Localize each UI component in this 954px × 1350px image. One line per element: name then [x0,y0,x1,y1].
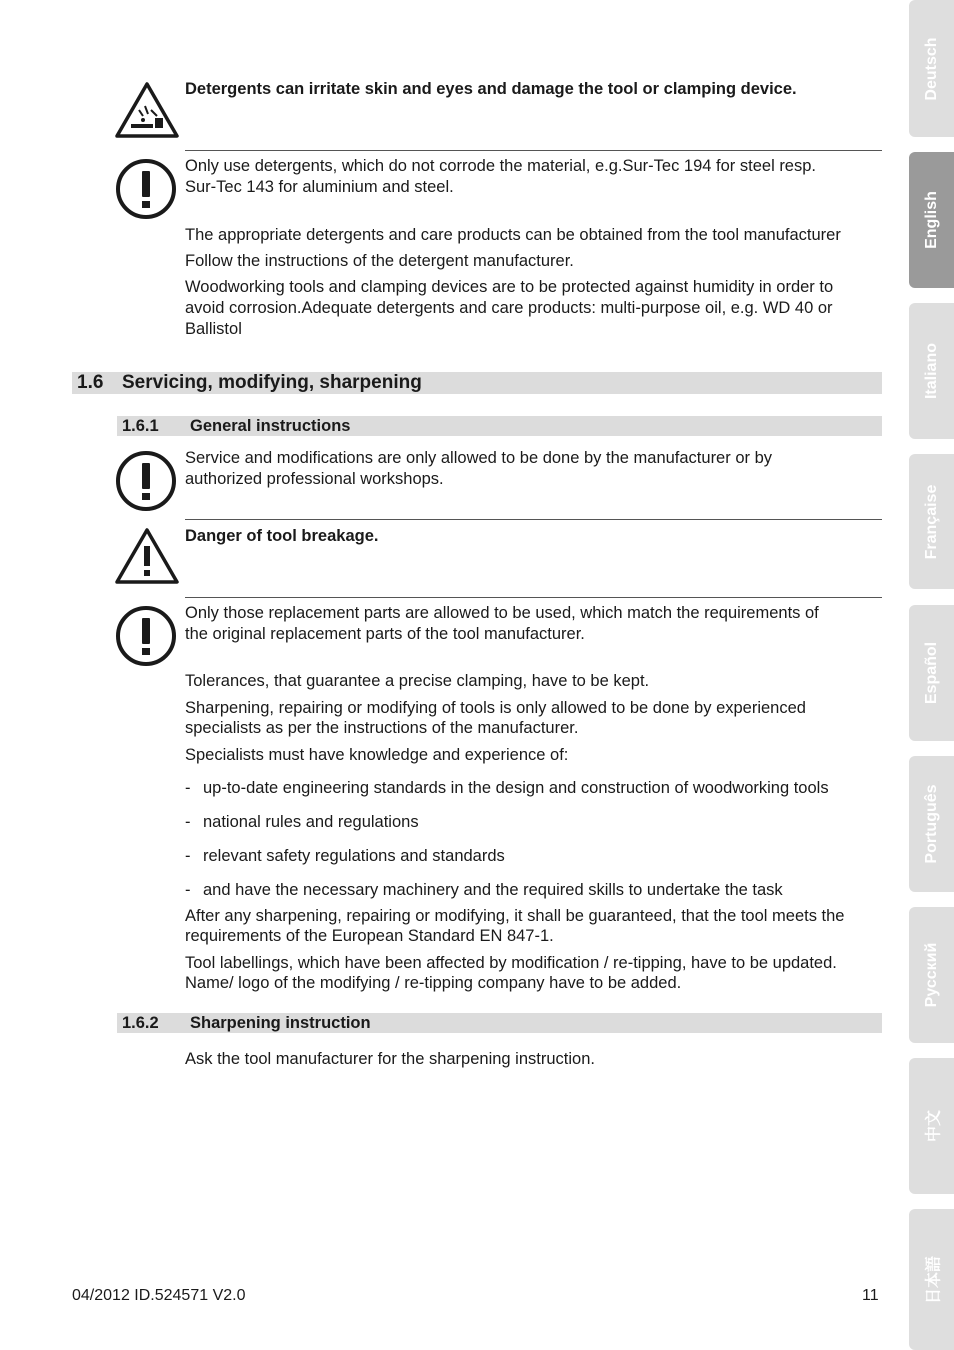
chemical-hazard-icon [115,80,179,144]
warning-triangle-icon [115,526,179,590]
after-text-line2: requirements of the European Standard EN 847-1. [185,927,554,945]
paragraph-wood-line3: Ballistol [185,320,242,338]
detergent-note-line1: Only use detergents, which do not corrode the material, e.g.Sur-Tec 194 for steel resp. [185,157,816,175]
specialists-text: Specialists must have knowledge and experience of: [185,746,569,764]
bullet-text: up-to-date engineering standards in the design and construction of woodworking tools [203,779,829,797]
footer-doc-id: 04/2012 ID.524571 V2.0 [72,1287,246,1304]
subsection-number: 1.6.1 [122,417,159,435]
detergent-warning-text: Detergents can irritate skin and eyes and damage the tool or clamping device. [185,80,797,98]
footer-page-number: 11 [862,1287,879,1304]
sharpening-instruction-text: Ask the tool manufacturer for the sharpening instruction. [185,1050,595,1068]
tab-italiano[interactable] [909,303,954,439]
tab-russian[interactable] [909,907,954,1043]
subsection-heading [117,416,882,436]
bullet-dash: - [185,881,191,899]
sharpening-text-line2: specialists as per the instructions of the manufacturer. [185,719,579,737]
tab-label: Française [922,484,940,559]
bullet-text: relevant safety regulations and standards [203,847,505,865]
divider [185,597,882,598]
bullet-text: national rules and regulations [203,813,419,831]
exclamation-icon [114,157,178,221]
after-text-line1: After any sharpening, repairing or modifying, it shall be guaranteed, that the tool meets the [185,907,845,925]
service-note-line1: Service and modifications are only allowed to be done by the manufacturer or by [185,449,772,467]
labels-text-line2: Name/ logo of the modifying / re-tipping company have to be added. [185,974,682,992]
tab-portugues[interactable] [909,756,954,892]
tab-deutsch[interactable] [909,0,954,137]
parts-note-line2: the original replacement parts of the tool manufacturer. [185,625,585,643]
paragraph-wood-line1: Woodworking tools and clamping devices are to be protected against humidity in order to [185,278,834,296]
subsection-title: General instructions [190,417,351,435]
paragraph-follow: Follow the instructions of the detergent manufacturer. [185,252,574,270]
tab-japanese[interactable] [909,1209,954,1350]
tab-label: Português [922,784,940,864]
paragraph-wood-line2: avoid corrosion.Adequate detergents and care products: multi-purpose oil, e.g. WD 40 or [185,299,833,317]
tab-label: Español [922,641,940,705]
divider [185,150,882,151]
tool-breakage-warning-text: Danger of tool breakage. [185,527,379,545]
exclamation-icon [114,604,178,668]
parts-note-line1: Only those replacement parts are allowed to be used, which match the requirements of [185,604,819,622]
tab-label: 中文 [925,1109,942,1143]
bullet-dash: - [185,813,191,831]
section-number: 1.6 [77,372,104,393]
tab-francaise[interactable] [909,454,954,589]
tab-label: English [922,191,940,249]
bullet-dash: - [185,779,191,797]
tab-label: Русский [922,942,940,1008]
bullet-text: and have the necessary machinery and the required skills to undertake the task [203,881,783,899]
tab-english[interactable] [909,152,954,288]
subsection-heading [117,1013,882,1033]
tab-label: Deutsch [922,36,940,101]
divider [185,519,882,520]
subsection-title: Sharpening instruction [190,1014,371,1032]
exclamation-icon [114,449,178,513]
bullet-dash: - [185,847,191,865]
sharpening-text-line1: Sharpening, repairing or modifying of tools is only allowed to be done by experienced [185,699,806,717]
tab-chinese[interactable] [909,1058,954,1194]
tolerances-text: Tolerances, that guarantee a precise clamping, have to be kept. [185,672,650,690]
section-heading [72,372,882,394]
paragraph-obtained: The appropriate detergents and care products can be obtained from the tool manufacturer [185,226,841,244]
service-note-line2: authorized professional workshops. [185,470,444,488]
tab-label: Italiano [922,342,940,400]
tab-espanol[interactable] [909,605,954,741]
subsection-number: 1.6.2 [122,1014,159,1032]
tab-label: 日本語 [925,1255,942,1304]
section-title: Servicing, modifying, sharpening [122,372,422,393]
detergent-note-line2: Sur-Tec 143 for aluminium and steel. [185,178,454,196]
labels-text-line1: Tool labellings, which have been affected by modification / re-tipping, have to be updated. [185,954,837,972]
